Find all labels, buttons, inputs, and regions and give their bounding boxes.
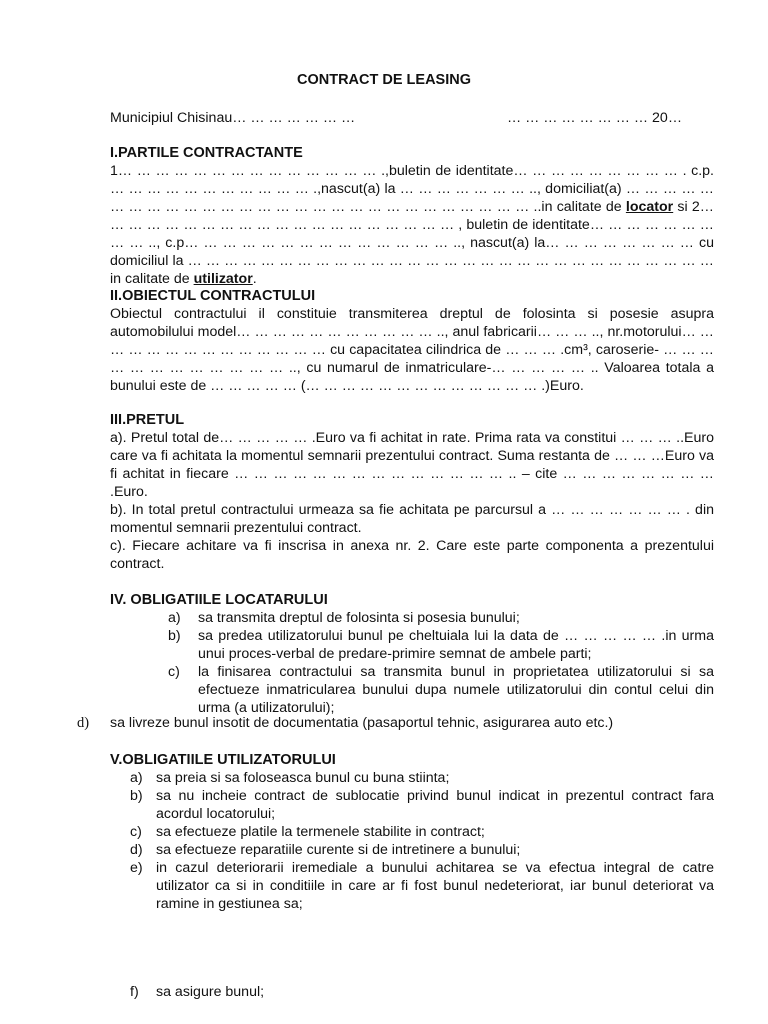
list-item bbox=[110, 859, 714, 913]
list-item-text: la finisarea contractului sa transmita bunul in proprietatea utilizatorului si sa efectueze inmatricularea bunului dupa numele utilizatorului din contul celui din urma (a utilizatorului); bbox=[198, 664, 714, 716]
list-item bbox=[110, 787, 714, 823]
list-marker: d) bbox=[77, 715, 90, 731]
utilizator-term: utilizator bbox=[193, 271, 253, 287]
price-clause-a: a). Pretul total de… … … … … .Euro va fi achitat in rate. Prima rata va constitui … … … ..Euro care va fi achitata la momentul semnarii prezentului contract. Suma restanta de … … …Euro va fi achitat in fiecare … … … … … … … … … … … … … … .. – cite … … … … … … … … .Euro. bbox=[110, 430, 714, 500]
date-field: … … … … … … … … 20… bbox=[507, 110, 683, 126]
list-item bbox=[110, 823, 714, 841]
list-item-text: sa efectueze reparatiile curente si de intretinere a bunului; bbox=[156, 842, 521, 858]
list-item-text: sa nu incheie contract de sublocatie privind bunul indicat in prezentul contract fara acordul locatorului; bbox=[156, 788, 714, 822]
price-clause-c: c). Fiecare achitare va fi inscrisa in anexa nr. 2. Care este parte componenta a prezentului contract. bbox=[110, 538, 714, 572]
locator-term: locator bbox=[625, 199, 674, 215]
list-item-text: sa preia si sa foloseasca bunul cu buna stiinta; bbox=[156, 770, 450, 786]
user-obligations-list bbox=[110, 769, 714, 913]
section-parties bbox=[110, 144, 714, 288]
list-item bbox=[140, 627, 714, 663]
list-marker: a) bbox=[130, 770, 143, 786]
list-item bbox=[140, 663, 714, 717]
list-marker: c) bbox=[168, 664, 180, 680]
price-clause-b: b). In total pretul contractului urmeaza sa fie achitata pe parcursul a … … … … … … … . din momentul semnarii prezentului contract. bbox=[110, 502, 714, 536]
section-lessor-obligations bbox=[110, 591, 714, 717]
list-marker: a) bbox=[168, 610, 181, 626]
section-price bbox=[110, 411, 714, 573]
section-object-text: Obiectul contractului il constituie transmiterea dreptul de folosinta si posesie asupra automobilului model… … … … … … … … … … … .., anul fabricarii… … … .., nr.motorului… … … … … … … … … … … … … … cu capacitatea cilindrica de … … … .cm³, caroserie- … … … … … … … … … … … … .., cu numarul de inmatriculare-… … … … … .. Valoarea totala a bunului este de … … … … … (… … … … … … … … … … … … … .)Euro. bbox=[110, 306, 714, 394]
list-item bbox=[110, 769, 714, 787]
document-title: CONTRACT DE LEASING bbox=[297, 72, 471, 88]
parties-text-part: . bbox=[252, 271, 257, 287]
section-title: II.OBIECTUL CONTRACTULUI bbox=[110, 288, 316, 304]
list-item bbox=[110, 841, 714, 859]
list-item bbox=[140, 609, 714, 627]
parties-text-part: si 2… … … … … … … … … … … … … … … … … … … … , buletin de identitate… … … … … … … … … .., c.p… … … … … … … … … … … … … … .., nascut(a) la… … … … … … … … cu domiciliul la … … … … … … … … … … … … … … … … … … … … … … … … … … … … … in calitate de bbox=[110, 199, 714, 287]
list-item-text: sa asigure bunul; bbox=[156, 984, 265, 1000]
lessor-obligations-list bbox=[110, 609, 714, 717]
list-item-text: sa transmita dreptul de folosinta si posesia bunului; bbox=[198, 610, 520, 626]
section-user-obligations bbox=[110, 751, 714, 913]
list-item-text: in cazul deteriorarii iremediale a bunului achitarea se va efectua integral de catre utilizator ca si in conditiile in care ar fi fost bunul nedeteriorat, iar bunul deteriorat va ramine in gestiunea sa; bbox=[156, 860, 714, 912]
list-marker: f) bbox=[130, 984, 139, 1000]
list-marker: b) bbox=[168, 628, 181, 644]
section-title: III.PRETUL bbox=[110, 412, 185, 428]
parties-text-part: 1… … … … … … … … … … … … … … .,buletin de identitate… … … … … … … … … . c.p. … … … … … … … … … … … .,nascut(a) la … … … … … … … .., domiciliat(a) … … … … … … … … … … … … … … … … … … … … … … … … … … … … ..in calitate de bbox=[110, 163, 714, 215]
section-title: V.OBLIGATIILE UTILIZATORULUI bbox=[110, 752, 336, 768]
list-marker: b) bbox=[130, 788, 143, 804]
section-title: I.PARTILE CONTRACTANTE bbox=[110, 145, 303, 161]
list-item-text: sa efectueze platile la termenele stabilite in contract; bbox=[156, 824, 485, 840]
section-title: IV. OBLIGATIILE LOCATARULUI bbox=[110, 592, 328, 608]
list-item-text: sa predea utilizatorului bunul pe cheltuiala lui la data de … … … … … .in urma unui proces-verbal de predare-primire semnat de ambele parti; bbox=[198, 628, 714, 662]
place-date-line bbox=[110, 110, 683, 128]
list-item-text: sa livreze bunul insotit de documentatia (pasaportul tehnic, asigurarea auto etc.) bbox=[110, 715, 614, 731]
list-marker: c) bbox=[130, 824, 142, 840]
list-marker: e) bbox=[130, 860, 143, 876]
list-marker: d) bbox=[130, 842, 143, 858]
list-item bbox=[130, 983, 264, 1001]
section-parties-text bbox=[110, 162, 714, 288]
section-object bbox=[110, 287, 714, 395]
place-field: Municipiul Chisinau… … … … … … … bbox=[110, 110, 356, 126]
